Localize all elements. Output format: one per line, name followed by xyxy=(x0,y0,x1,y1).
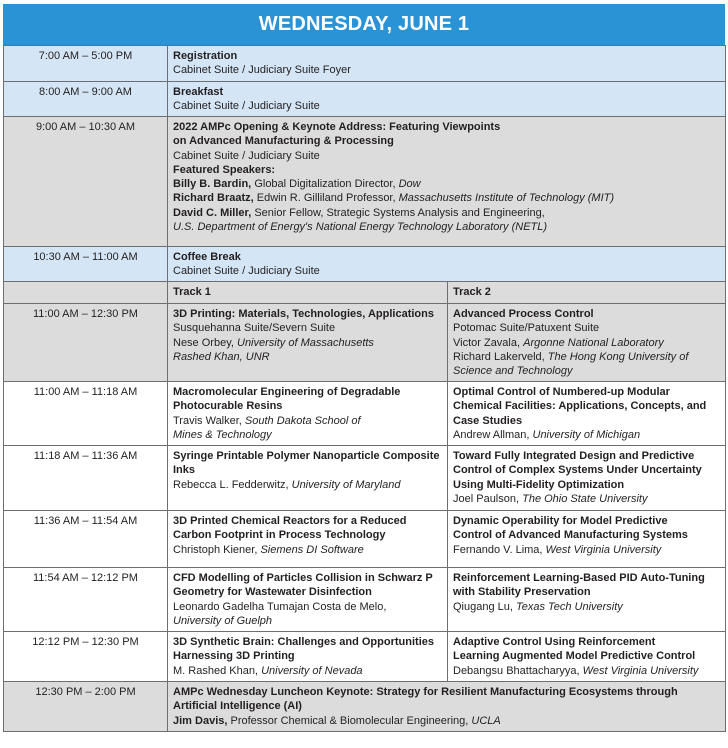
speaker-line xyxy=(453,492,720,506)
speaker-name: Rebecca L. Fedderwitz, xyxy=(173,478,289,491)
time-cell: 7:00 AM – 5:00 PM xyxy=(4,46,168,82)
talk-title: Optimal Control of Numbered-up Modular xyxy=(453,386,670,398)
talk-title: Inks xyxy=(173,464,196,477)
session-title: Registration xyxy=(173,50,238,62)
time-cell: 11:00 AM – 12:30 PM xyxy=(4,304,168,382)
session-location: Cabinet Suite / Judiciary Suite Foyer xyxy=(173,64,351,77)
chair-line: Rashed Khan, UNR xyxy=(173,350,270,363)
session-title: Coffee Break xyxy=(173,251,241,263)
session-cell xyxy=(168,82,726,117)
speaker-name: Fernando V. Lima, xyxy=(453,543,543,556)
talk-row xyxy=(4,446,726,511)
speaker-line xyxy=(173,664,442,678)
talk-title: Photocurable Resins xyxy=(173,400,283,413)
talk-title: Chemical Facilities: Applications, Concepts, and xyxy=(453,400,707,413)
speaker-affiliation: West Virginia University xyxy=(582,664,699,677)
speaker-name: Qiugang Lu, xyxy=(453,600,513,613)
session-location: Susquehanna Suite/Severn Suite xyxy=(173,322,336,335)
schedule-row xyxy=(4,46,726,82)
speaker-role: Global Digitalization Director, xyxy=(254,178,396,191)
day-header: WEDNESDAY, JUNE 1 xyxy=(3,4,725,45)
session-cell xyxy=(168,682,726,732)
time-cell: 11:36 AM – 11:54 AM xyxy=(4,511,168,568)
talk-title: Using Multi-Fidelity Optimization xyxy=(453,478,625,491)
track-2-talk xyxy=(448,511,726,568)
time-cell xyxy=(4,282,168,304)
track-1-talk xyxy=(168,511,448,568)
talk-title: Control of Advanced Manufacturing Systems xyxy=(453,529,688,542)
speaker-line xyxy=(173,414,442,428)
speaker-name: M. Rashed Khan, xyxy=(173,664,258,677)
session-title: Artificial Intelligence (AI) xyxy=(173,700,302,713)
schedule xyxy=(3,4,725,732)
session-cell xyxy=(168,117,726,247)
session-location: Cabinet Suite / Judiciary Suite xyxy=(173,265,320,278)
chair-line xyxy=(453,350,720,364)
session-location: Potomac Suite/Patuxent Suite xyxy=(453,322,600,335)
chair-name: Richard Lakerveld, xyxy=(453,350,545,363)
chair-name: Victor Zavala, xyxy=(453,336,521,349)
chair-line xyxy=(173,336,442,350)
time-cell: 11:54 AM – 12:12 PM xyxy=(4,568,168,632)
speaker-affiliation: University of Maryland xyxy=(291,478,401,491)
time-cell: 10:30 AM – 11:00 AM xyxy=(4,247,168,282)
speaker-line xyxy=(173,478,442,492)
time-cell: 9:00 AM – 10:30 AM xyxy=(4,117,168,247)
speaker-affiliation: University of Michigan xyxy=(532,428,641,441)
track-1-talk xyxy=(168,568,448,632)
talk-title: 3D Printed Chemical Reactors for a Reduced xyxy=(173,515,407,527)
speaker-line xyxy=(453,664,720,678)
track-header-row xyxy=(4,282,726,304)
schedule-row xyxy=(4,304,726,382)
track-2-talk xyxy=(448,568,726,632)
talk-title: Case Studies xyxy=(453,414,523,427)
chair-line xyxy=(453,336,720,350)
talk-title: Macromolecular Engineering of Degradable xyxy=(173,386,401,398)
session-cell xyxy=(168,247,726,282)
speaker-role: Senior Fellow, Strategic Systems Analysis and Engineering, xyxy=(254,206,545,219)
session-cell xyxy=(168,46,726,82)
talk-title: with Stability Preservation xyxy=(453,586,591,599)
featured-speakers-label: Featured Speakers: xyxy=(173,163,276,176)
speaker-name: Billy B. Bardin, xyxy=(173,178,252,191)
speaker-org: UCLA xyxy=(471,714,501,727)
talk-title: Learning Augmented Model Predictive Control xyxy=(453,650,696,663)
track-label: Track 2 xyxy=(453,286,491,298)
talk-row xyxy=(4,632,726,682)
talk-title: Adaptive Control Using Reinforcement xyxy=(453,636,656,648)
talk-row xyxy=(4,568,726,632)
speaker-name: Debangsu Bhattacharyya, xyxy=(453,664,580,677)
chair-affiliation: Argonne National Laboratory xyxy=(523,336,664,349)
talk-title: Carbon Footprint in Process Technology xyxy=(173,529,386,542)
time-cell: 12:30 PM – 2:00 PM xyxy=(4,682,168,732)
speaker-affiliation: West Virginia University xyxy=(545,543,662,556)
schedule-table xyxy=(3,45,726,732)
speaker-role: Professor Chemical & Biomolecular Engineering, xyxy=(230,714,469,727)
session-title: AMPc Wednesday Luncheon Keynote: Strategy for Resilient Manufacturing Ecosystems through xyxy=(173,686,678,698)
talk-title: CFD Modelling of Particles Collision in Schwarz P xyxy=(173,572,433,584)
session-title: Advanced Process Control xyxy=(453,308,594,320)
speaker-affiliation: Mines & Technology xyxy=(173,428,272,441)
speaker-line xyxy=(173,206,720,220)
chair-affiliation: Science and Technology xyxy=(453,365,573,378)
speaker-name: Jim Davis, xyxy=(173,714,228,727)
talk-row xyxy=(4,511,726,568)
track-1-talk xyxy=(168,632,448,682)
session-title: 3D Printing: Materials, Technologies, Applications xyxy=(173,308,434,320)
schedule-row xyxy=(4,82,726,117)
talk-title: Dynamic Operability for Model Predictive xyxy=(453,515,668,527)
session-title: on Advanced Manufacturing & Processing xyxy=(173,135,394,148)
speaker-org: Dow xyxy=(398,178,421,191)
speaker-name: Joel Paulson, xyxy=(453,492,520,505)
talk-title: Reinforcement Learning-Based PID Auto-Tuning xyxy=(453,572,705,584)
track-1-talk xyxy=(168,382,448,446)
speaker-line xyxy=(173,177,720,191)
speaker-line xyxy=(173,543,442,557)
speaker-org: U.S. Department of Energy's National Energy Technology Laboratory (NETL) xyxy=(173,221,548,234)
track-2-header xyxy=(448,282,726,304)
talk-title: Control of Complex Systems Under Uncertainty xyxy=(453,464,702,477)
speaker-name: Andrew Allman, xyxy=(453,428,530,441)
speaker-name: David C. Miller, xyxy=(173,206,252,219)
speaker-line xyxy=(453,543,720,557)
speaker-affiliation: The Ohio State University xyxy=(522,492,648,505)
speaker-affiliation: University of Nevada xyxy=(261,664,363,677)
speaker-role: Edwin R. Gilliland Professor, xyxy=(256,192,396,205)
speaker-line xyxy=(173,714,720,728)
chair-affiliation: University of Massachusetts xyxy=(237,336,374,349)
session-location: Cabinet Suite / Judiciary Suite xyxy=(173,100,320,113)
talk-title: Toward Fully Integrated Design and Predictive xyxy=(453,450,695,462)
schedule-row xyxy=(4,682,726,732)
track-2-talk xyxy=(448,382,726,446)
time-cell: 12:12 PM – 12:30 PM xyxy=(4,632,168,682)
speaker-affiliation: University of Guelph xyxy=(173,614,273,627)
talk-title: Harnessing 3D Printing xyxy=(173,650,295,663)
schedule-row xyxy=(4,247,726,282)
chair-affiliation: The Hong Kong University of xyxy=(547,350,689,363)
track-label: Track 1 xyxy=(173,286,211,298)
speaker-affiliation: Siemens DI Software xyxy=(260,543,364,556)
talk-title: Geometry for Wastewater Disinfection xyxy=(173,586,372,599)
chair-name: Nese Orbey, xyxy=(173,336,234,349)
speaker-org: Massachusetts Institute of Technology (MIT) xyxy=(398,192,615,205)
speaker-line xyxy=(453,428,720,442)
track-2-talk xyxy=(448,446,726,511)
talk-title: 3D Synthetic Brain: Challenges and Opportunities xyxy=(173,636,434,648)
schedule-row xyxy=(4,117,726,247)
talk-row xyxy=(4,382,726,446)
speaker-line xyxy=(453,600,720,614)
speaker-affiliation: South Dakota School of xyxy=(244,414,361,427)
session-location: Cabinet Suite / Judiciary Suite xyxy=(173,149,320,162)
session-title: Breakfast xyxy=(173,86,224,98)
track-1-talk xyxy=(168,446,448,511)
speaker-affiliation: Texas Tech University xyxy=(516,600,623,613)
track-1-header xyxy=(168,282,448,304)
speaker-name: Travis Walker, xyxy=(173,414,242,427)
time-cell: 8:00 AM – 9:00 AM xyxy=(4,82,168,117)
session-title: 2022 AMPc Opening & Keynote Address: Featuring Viewpoints xyxy=(173,121,501,133)
speaker-name: Leonardo Gadelha Tumajan Costa de Melo, xyxy=(173,600,387,613)
speaker-line xyxy=(173,191,720,205)
track-2-talk xyxy=(448,632,726,682)
time-cell: 11:18 AM – 11:36 AM xyxy=(4,446,168,511)
speaker-name: Richard Braatz, xyxy=(173,192,254,205)
speaker-name: Christoph Kiener, xyxy=(173,543,258,556)
time-cell: 11:00 AM – 11:18 AM xyxy=(4,382,168,446)
track-2-session xyxy=(448,304,726,382)
track-1-session xyxy=(168,304,448,382)
talk-title: Syringe Printable Polymer Nanoparticle Composite xyxy=(173,450,440,462)
